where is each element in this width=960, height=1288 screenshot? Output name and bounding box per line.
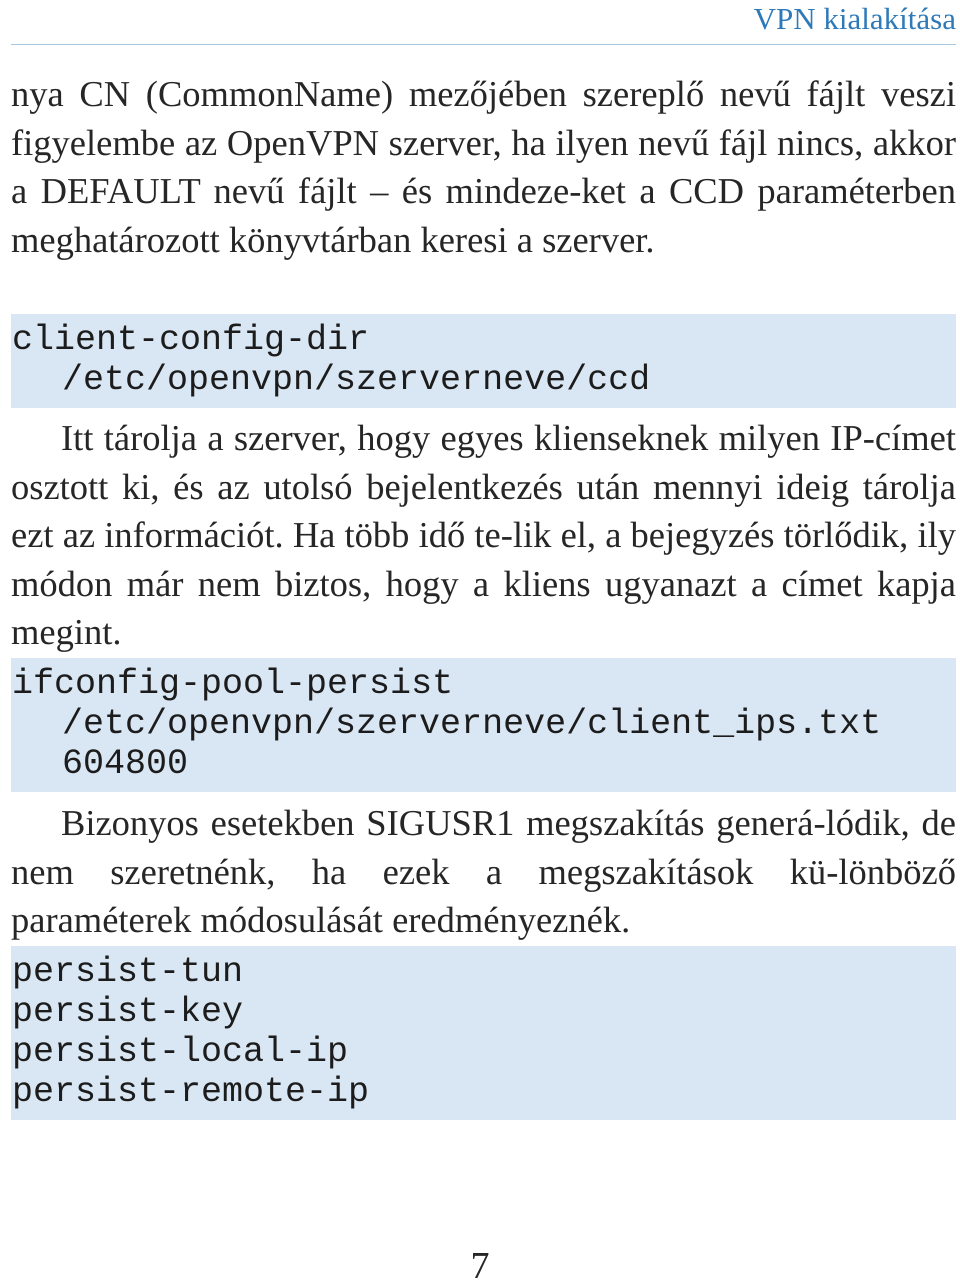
code-line: persist-remote-ip bbox=[12, 1072, 370, 1112]
code-block-client-config-dir bbox=[11, 314, 956, 408]
header-divider bbox=[11, 44, 956, 45]
page-number: 7 bbox=[470, 1245, 490, 1287]
paragraph-ifconfig-description: Itt tárolja a szerver, hogy egyes klienseknek milyen IP-címet osztott ki, és az utolsó bejelentkezés után mennyi ideig tárolja ezt az információt. Ha több idő te-lik el, a bejegyzés törlődik, ily módon már nem biztos, hogy a kliens ugyanazt a címet kapja megint. bbox=[11, 417, 956, 653]
code-line: /etc/openvpn/szerverneve/ccd bbox=[62, 360, 651, 400]
code-line: persist-local-ip bbox=[12, 1032, 349, 1072]
paragraph-ccd-description: nya CN (CommonName) mezőjében szereplő nevű fájlt veszi figyelembe az OpenVPN szerver, ha ilyen nevű fájl nincs, akkor a DEFAULT nevű fájlt – és mindeze-ket a CCD paraméterben meghatározott könyvtárban keresi a szerver. bbox=[11, 73, 956, 260]
code-block-ifconfig-pool-persist bbox=[11, 658, 956, 792]
code-line: ifconfig-pool-persist bbox=[12, 664, 454, 704]
code-block-persist-options bbox=[11, 946, 956, 1120]
code-line: persist-tun bbox=[12, 952, 244, 992]
code-line: persist-key bbox=[12, 992, 244, 1032]
code-line: 604800 bbox=[62, 744, 189, 784]
paragraph-sigusr1-description: Bizonyos esetekben SIGUSR1 megszakítás generá-lódik, de nem szeretnénk, ha ezek a megszakítások kü-lönböző paraméterek módosulását eredményeznék. bbox=[11, 802, 956, 941]
code-line: client-config-dir bbox=[12, 320, 370, 360]
code-line: /etc/openvpn/szerverneve/client_ips.txt bbox=[62, 704, 882, 744]
running-header-title: VPN kialakítása bbox=[753, 1, 956, 36]
